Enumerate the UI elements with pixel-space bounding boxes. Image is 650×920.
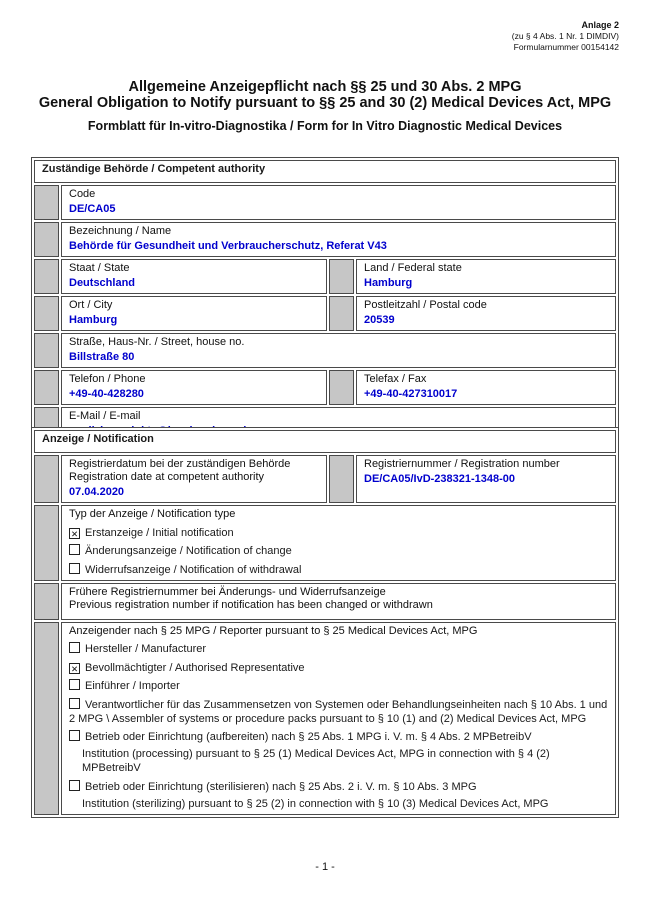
reporter-option-label: Betrieb oder Einrichtung (sterilisieren) nach § 25 Abs. 2 i. V. m. § 10 Abs. 3 MPG <box>85 780 477 793</box>
postal-code-field <box>356 296 616 331</box>
checkbox-icon[interactable] <box>69 563 80 574</box>
federal-state-field <box>356 259 616 294</box>
reporter-option <box>69 661 609 675</box>
city-value: Hamburg <box>69 314 118 326</box>
meta-legal-ref: (zu § 4 Abs. 1 Nr. 1 DIMDIV) <box>511 31 619 41</box>
authority-table <box>31 157 619 445</box>
form-meta-block <box>512 20 619 53</box>
row-marker-cell <box>34 505 59 581</box>
meta-form-number: Formularnummer 00154142 <box>513 42 619 52</box>
row-marker-cell <box>34 333 59 368</box>
notification-type-option-label: Widerrufsanzeige / Notification of withdrawal <box>85 563 302 576</box>
checkbox-icon[interactable] <box>69 528 80 539</box>
state-label: Staat / State <box>69 262 130 274</box>
reporter-option-label: Bevollmächtigter / Authorised Representative <box>85 661 305 674</box>
reporter-option <box>69 642 609 656</box>
notification-type-option <box>69 544 609 558</box>
page-title-en: General Obligation to Notify pursuant to §§ 25 and 30 (2) Medical Devices Act, MPG <box>38 94 612 111</box>
street-label: Straße, Haus-Nr. / Street, house no. <box>69 336 245 348</box>
checkbox-icon[interactable] <box>69 642 80 653</box>
row-marker-cell <box>329 259 354 294</box>
page-subtitle: Formblatt für In-vitro-Diagnostika / Form for In Vitro Diagnostic Medical Devices <box>87 119 563 133</box>
reporter-option-sublabel: Institution (sterilizing) pursuant to § 25 (2) in connection with § 10 (3) Medical Devices Act, MPG <box>82 797 549 810</box>
reporter-label: Anzeigender nach § 25 MPG / Reporter pursuant to § 25 Medical Devices Act, MPG <box>69 624 478 637</box>
federal-state-label: Land / Federal state <box>364 262 462 274</box>
row-marker-cell <box>34 583 59 620</box>
page-number: - 1 - <box>315 861 335 873</box>
city-label: Ort / City <box>69 299 113 311</box>
row-marker-cell <box>34 370 59 405</box>
reporter-option-sublabel: Institution (processing) pursuant to § 25 (1) Medical Devices Act, MPG in connection with § 4 (2) MPBetreibV <box>82 748 550 774</box>
notification-type-field <box>61 505 616 581</box>
notification-table <box>31 427 619 818</box>
notification-type-option <box>69 526 609 540</box>
postal-code-value: 20539 <box>364 314 395 326</box>
name-value: Behörde für Gesundheit und Verbraucherschutz, Referat V43 <box>69 240 387 252</box>
registration-date-value: 07.04.2020 <box>69 486 125 498</box>
row-marker-cell <box>34 296 59 331</box>
name-field <box>61 222 616 257</box>
authority-section-header: Zuständige Behörde / Competent authority <box>34 160 616 183</box>
state-field <box>61 259 327 294</box>
state-value: Deutschland <box>69 277 136 289</box>
code-value: DE/CA05 <box>69 203 116 215</box>
fax-value: +49-40-427310017 <box>364 388 458 400</box>
reporter-option <box>69 698 609 726</box>
street-field <box>61 333 616 368</box>
notification-type-option-label: Erstanzeige / Initial notification <box>85 526 234 539</box>
meta-annex: Anlage 2 <box>581 20 619 30</box>
page-title <box>0 80 650 111</box>
registration-date-label-de: Registrierdatum bei der zuständigen Behörde <box>69 458 291 470</box>
reporter-option <box>69 679 609 693</box>
row-marker-cell <box>34 259 59 294</box>
row-marker-cell <box>34 222 59 257</box>
checkbox-icon[interactable] <box>69 698 80 709</box>
phone-value: +49-40-428280 <box>69 388 144 400</box>
phone-field <box>61 370 327 405</box>
registration-date-field <box>61 455 327 503</box>
row-marker-cell <box>329 296 354 331</box>
notification-type-option-label: Änderungsanzeige / Notification of change <box>85 545 292 557</box>
street-value: Billstraße 80 <box>69 351 135 363</box>
reporter-option-label: Einführer / Importer <box>85 680 180 692</box>
checkbox-icon[interactable] <box>69 544 80 555</box>
previous-number-label-de: Frühere Registriernummer bei Änderungs- und Widerrufsanzeige <box>69 585 386 598</box>
registration-date-label-en: Registration date at competent authority <box>69 471 265 483</box>
checkbox-icon[interactable] <box>69 780 80 791</box>
row-marker-cell <box>34 622 59 815</box>
fax-field <box>356 370 616 405</box>
email-label: E-Mail / E-mail <box>69 410 141 422</box>
fax-label: Telefax / Fax <box>364 373 427 385</box>
name-label: Bezeichnung / Name <box>69 225 172 237</box>
registration-number-field <box>356 455 616 503</box>
reporter-option-label: Betrieb oder Einrichtung (aufbereiten) nach § 25 Abs. 1 MPG i. V. m. § 4 Abs. 2 MPBetreibV <box>85 731 532 743</box>
notification-type-option <box>69 563 609 577</box>
notification-type-label: Typ der Anzeige / Notification type <box>69 508 236 520</box>
reporter-option-label: Verantwortlicher für das Zusammensetzen von Systemen oder Behandlungseinheiten nach § 10 Abs. 1 und 2 MPG \ Assembler of systems or procedure packs pursuant to § 10 (1) and (2) Medical Devices Act, MPG <box>69 698 608 725</box>
federal-state-value: Hamburg <box>364 277 413 289</box>
checkbox-icon[interactable] <box>69 679 80 690</box>
code-field <box>61 185 616 220</box>
code-label: Code <box>69 188 96 200</box>
registration-number-value: DE/CA05/IvD-238321-1348-00 <box>364 473 516 485</box>
reporter-option <box>69 780 609 811</box>
row-marker-cell <box>34 185 59 220</box>
reporter-option <box>69 730 609 775</box>
city-field <box>61 296 327 331</box>
page-title-de: Allgemeine Anzeigepflicht nach §§ 25 und 30 Abs. 2 MPG <box>128 79 522 95</box>
row-marker-cell <box>34 455 59 503</box>
row-marker-cell <box>329 370 354 405</box>
postal-code-label: Postleitzahl / Postal code <box>364 299 487 311</box>
checkbox-icon[interactable] <box>69 663 80 674</box>
row-marker-cell <box>329 455 354 503</box>
phone-label: Telefon / Phone <box>69 373 146 385</box>
reporter-field <box>61 622 616 815</box>
previous-number-label-en: Previous registration number if notification has been changed or withdrawn <box>69 598 433 611</box>
notification-section-header: Anzeige / Notification <box>34 430 616 453</box>
previous-number-field <box>61 583 616 620</box>
registration-number-label: Registriernummer / Registration number <box>364 458 560 470</box>
checkbox-icon[interactable] <box>69 730 80 741</box>
reporter-option-label: Hersteller / Manufacturer <box>85 643 207 655</box>
